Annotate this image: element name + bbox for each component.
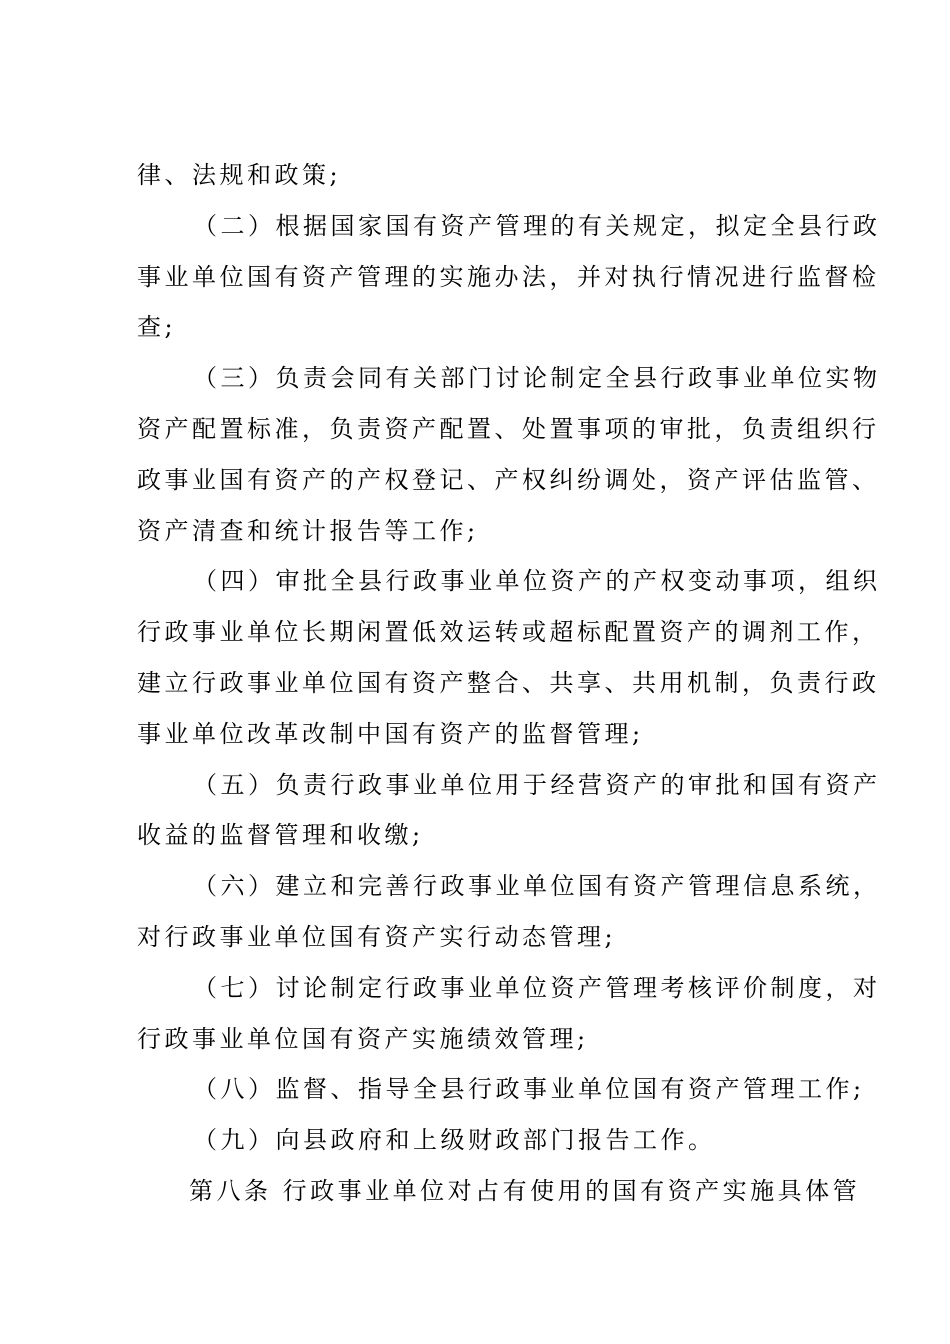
- text-line: （六）建立和完善行政事业单位国有资产管理信息系统，: [193, 872, 881, 901]
- text-line: 资产配置标准，负责资产配置、处置事项的审批，负责组织行: [137, 414, 880, 443]
- text-line: （九）向县政府和上级财政部门报告工作。: [193, 1126, 716, 1155]
- text-line: （四）审批全县行政事业单位资产的产权变动事项，组织: [193, 567, 881, 596]
- document-body: [137, 150, 881, 1217]
- text-line: 行政事业单位长期闲置低效运转或超标配置资产的调剂工作，: [137, 618, 880, 647]
- text-line: 行政事业单位国有资产实施绩效管理;: [137, 1024, 589, 1053]
- text-line: 对行政事业单位国有资产实行动态管理;: [137, 922, 617, 951]
- text-line: 收益的监督管理和收缴;: [137, 821, 424, 850]
- text-line: 事业单位改革改制中国有资产的监督管理;: [137, 719, 644, 748]
- article-heading-line: 第八条 行政事业单位对占有使用的国有资产实施具体管: [189, 1176, 861, 1205]
- text-line: （五）负责行政事业单位用于经营资产的审批和国有资产: [193, 770, 881, 799]
- text-line: 律、法规和政策;: [137, 161, 342, 189]
- text-line: 政事业国有资产的产权登记、产权纠纷调处，资产评估监管、: [137, 465, 880, 494]
- text-line: （七）讨论制定行政事业单位资产管理考核评价制度，对: [193, 973, 881, 1002]
- text-line: （八）监督、指导全县行政事业单位国有资产管理工作;: [193, 1075, 865, 1104]
- text-line: 建立行政事业单位国有资产整合、共享、共用机制，负责行政: [137, 668, 880, 697]
- text-line: （二）根据国家国有资产管理的有关规定，拟定全县行政: [193, 211, 881, 240]
- text-line: 事业单位国有资产管理的实施办法，并对执行情况进行监督检: [137, 262, 880, 291]
- text-line: 资产清查和统计报告等工作;: [137, 516, 479, 545]
- text-line: （三）负责会同有关部门讨论制定全县行政事业单位实物: [193, 364, 881, 393]
- text-line: 查;: [137, 313, 177, 342]
